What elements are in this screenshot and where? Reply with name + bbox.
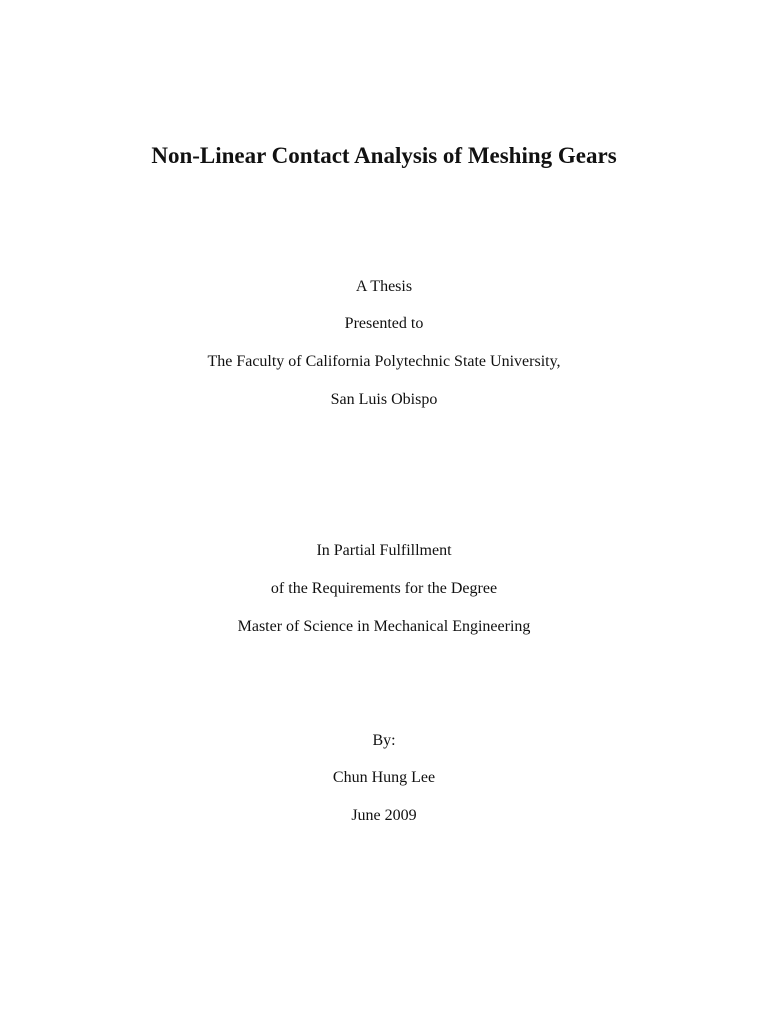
- faculty-line: The Faculty of California Polytechnic State University,: [207, 353, 561, 370]
- submission-date: June 2009: [351, 807, 417, 824]
- degree-line: Master of Science in Mechanical Engineering: [237, 618, 531, 635]
- by-line: By:: [372, 732, 396, 749]
- author-name: Chun Hung Lee: [332, 769, 436, 786]
- presented-to-line: Presented to: [344, 315, 424, 332]
- fulfillment-line: In Partial Fulfillment: [316, 542, 452, 559]
- thesis-title: Non-Linear Contact Analysis of Meshing Gears: [151, 143, 617, 168]
- document-type: A Thesis: [355, 278, 413, 295]
- location-line: San Luis Obispo: [330, 391, 438, 408]
- requirements-line: of the Requirements for the Degree: [270, 580, 498, 597]
